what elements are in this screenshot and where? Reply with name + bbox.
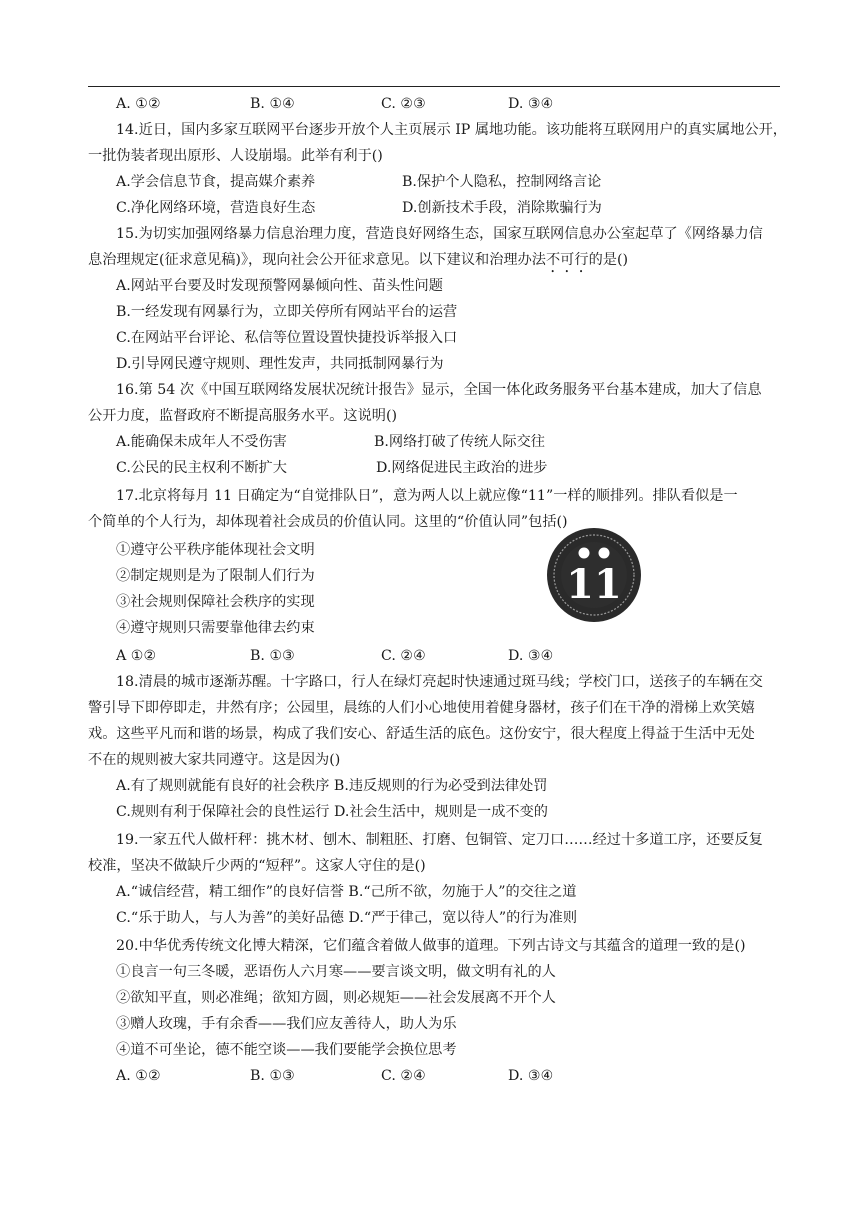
- option-d: D.创新技术手段，消除欺骗行为: [402, 200, 602, 216]
- option-a: A.学会信息节食，提高媒介素养: [116, 174, 316, 190]
- option-a: A.网站平台要及时发现预警网暴倾向性、苗头性问题: [116, 278, 443, 294]
- option-b: B. ①③: [250, 1068, 295, 1084]
- option-c: C.净化网络环境，营造良好生态: [116, 200, 316, 216]
- stem-text: 的是(): [588, 252, 629, 268]
- question-stem-line: 18.清晨的城市逐渐苏醒。十字路口，行人在绿灯亮起时快速通过斑马线；学校门口，送孩子的车辆在交: [116, 674, 763, 690]
- option-row-cd: C.规则有利于保障社会的良性运行 D.社会生活中，规则是一成不变的: [116, 804, 548, 820]
- question-stem-line: 17.北京将每月 11 日确定为“自觉排队日”，意为两人以上就应像“11”一样的顺排列。排队看似是一: [116, 488, 738, 504]
- statement-3: ③社会规则保障社会秩序的实现: [116, 594, 315, 610]
- option-c: C.在网站平台评论、私信等位置设置快捷投诉举报入口: [116, 330, 458, 346]
- option-b: B. ①④: [250, 96, 295, 112]
- header-rule: [88, 86, 780, 87]
- statement-1: ①遵守公平秩序能体现社会文明: [116, 542, 315, 558]
- question-stem-line: 20.中华优秀传统文化博大精深，它们蕴含着做人做事的道理。下列古诗文与其蕴含的道理一致的是(): [116, 938, 746, 954]
- option-c: C. ②④: [381, 1068, 426, 1084]
- option-row-ab: A.“诚信经营，精工细作”的良好信誉 B.“己所不欲，勿施于人”的交往之道: [116, 884, 577, 900]
- logo-figure-head: [579, 548, 590, 559]
- option-a: A. ①②: [116, 1068, 161, 1084]
- option-d: D. ③④: [508, 1068, 554, 1084]
- question-stem-line: 19.一家五代人做杆秤：挑木材、刨木、制粗胚、打磨、包铜管、定刀口……经过十多道工序，还要反复: [116, 832, 763, 848]
- option-b: B.保护个人隐私，控制网络言论: [402, 174, 602, 190]
- option-b: B.一经发现有网暴行为，立即关停所有网站平台的运营: [116, 304, 458, 320]
- question-stem-line: 警引导下即停即走，井然有序；公园里，晨练的人们小心地使用着健身器材，孩子们在干净的滑梯上欢笑嬉: [88, 700, 755, 716]
- logo-figure-head: [599, 548, 610, 559]
- statement-1: ①良言一句三冬暖，恶语伤人六月寒——要言谈文明，做文明有礼的人: [116, 964, 556, 980]
- statement-3: ③赠人玫瑰，手有余香——我们应友善待人，助人为乐: [116, 1016, 457, 1032]
- question-stem-line: 16.第 54 次《中国互联网络发展状况统计报告》显示，全国一体化政务服务平台基本建成，加大了信息: [116, 382, 762, 398]
- question-stem-line: 一批伪装者现出原形、人设崩塌。此举有利于(): [88, 148, 383, 164]
- logo-numeral: 11: [566, 561, 622, 608]
- statement-4: ④道不可坐论，德不能空谈——我们要能学会换位思考: [116, 1042, 457, 1058]
- stem-text: 息治理规定(征求意见稿)》，现向社会公开征求意见。以下建议和治理办法: [88, 252, 546, 268]
- statement-2: ②制定规则是为了限制人们行为: [116, 568, 315, 584]
- option-row-cd: C.“乐于助人，与人为善”的美好品德 D.“严于律己，宽以待人”的行为准则: [116, 910, 578, 926]
- statement-4: ④遵守规则只需要靠他律去约束: [116, 620, 315, 636]
- question-stem-line: 14.近日，国内多家互联网平台逐步开放个人主页展示 IP 属地功能。该功能将互联网用户的真实属地公开，: [116, 122, 787, 138]
- option-d: D.引导网民遵守规则、理性发声，共同抵制网暴行为: [116, 356, 444, 372]
- option-c: C. ②③: [381, 96, 426, 112]
- queue-day-logo: [546, 527, 642, 623]
- question-stem-line: 校准，坚决不做缺斤少两的“短秤”。这家人守住的是(): [88, 858, 426, 874]
- option-a: A ①②: [116, 648, 157, 664]
- option-c: C. ②④: [381, 648, 426, 664]
- option-a: A. ①②: [116, 96, 161, 112]
- option-b: B. ①③: [250, 648, 295, 664]
- option-c: C.公民的民主权利不断扩大: [116, 460, 287, 476]
- question-stem-line: 15.为切实加强网络暴力信息治理力度，营造良好网络生态，国家互联网信息办公室起草了《网络暴力信: [116, 226, 763, 242]
- option-b: B.网络打破了传统人际交往: [374, 434, 545, 450]
- question-stem-line: [88, 250, 628, 270]
- option-a: A.能确保未成年人不受伤害: [116, 434, 287, 450]
- question-stem-line: 个简单的个人行为，却体现着社会成员的价值认同。这里的“价值认同”包括(): [88, 514, 568, 530]
- question-stem-line: 公开力度，监督政府不断提高服务水平。这说明(): [88, 408, 398, 424]
- statement-2: ②欲知平直，则必准绳；欲知方圆，则必规矩——社会发展离不开个人: [116, 990, 556, 1006]
- option-d: D.网络促进民主政治的进步: [376, 460, 548, 476]
- option-d: D. ③④: [508, 648, 554, 664]
- emphasis-text: 不可行: [545, 252, 589, 268]
- option-d: D. ③④: [508, 96, 554, 112]
- question-stem-line: 不在的规则被大家共同遵守。这是因为(): [88, 752, 341, 768]
- option-row-ab: A.有了规则就能有良好的社会秩序 B.违反规则的行为必受到法律处罚: [116, 778, 548, 794]
- question-stem-line: 戏。这些平凡而和谐的场景，构成了我们安心、舒适生活的底色。这份安宁，很大程度上得益于生活中无处: [88, 726, 755, 742]
